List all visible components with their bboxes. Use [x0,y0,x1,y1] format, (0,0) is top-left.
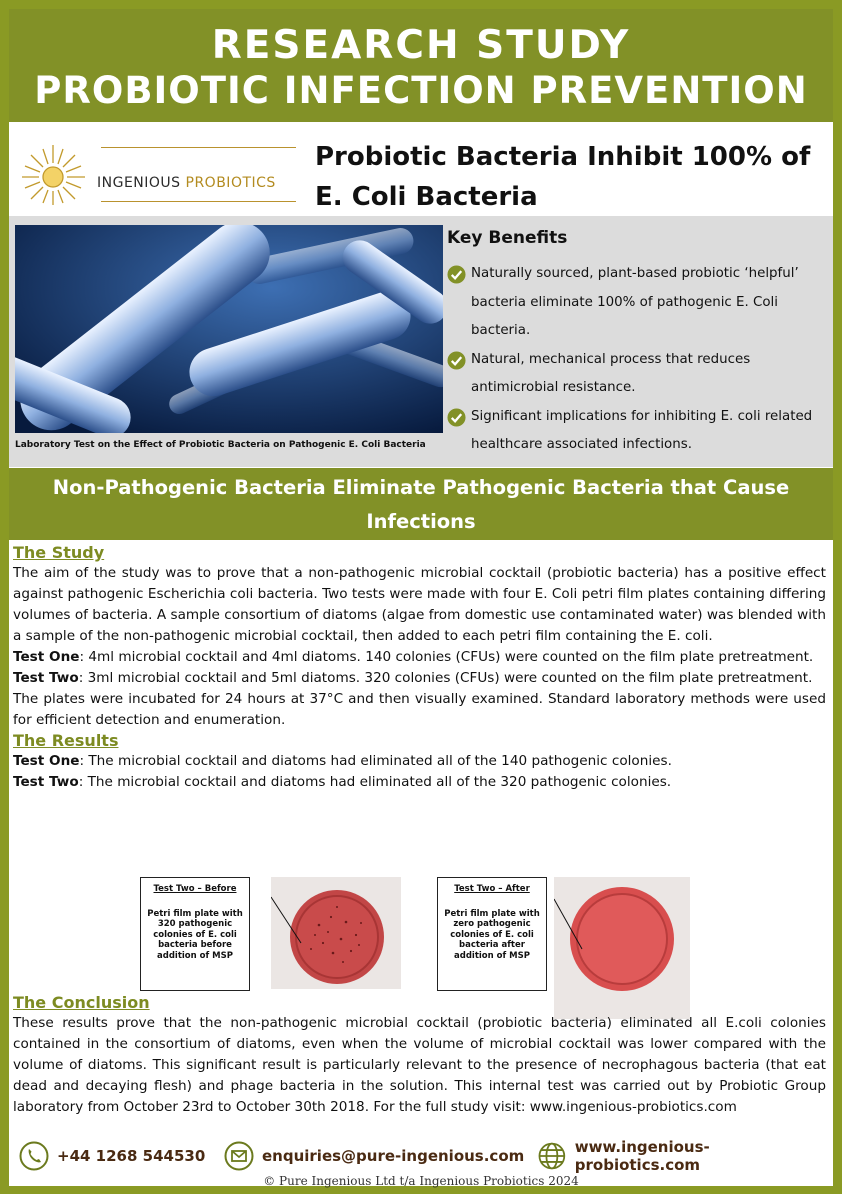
bacteria-photo [15,225,443,433]
footer-email[interactable] [224,1139,524,1173]
key-benefit-item [447,403,827,460]
phone-icon [19,1141,49,1171]
key-benefits-heading: Key Benefits [447,228,568,248]
header-line-1: RESEARCH STUDY [211,23,631,68]
header-banner [9,9,833,122]
key-benefit-item [447,260,827,346]
result-two-label: Test Two [13,774,79,790]
key-benefit-text: Naturally sourced, plant-based probiotic ‘helpful’ bacteria eliminate 100% of pathogenic E. Coli bacteria. [471,266,799,338]
after-text: Petri film plate with zero pathogenic colonies of E. coli bacteria after addition of MSP [444,908,540,961]
check-circle-icon [447,351,466,370]
before-label-box [140,877,250,991]
result-one-label: Test One [13,753,80,769]
check-circle-icon [447,408,466,427]
test-two-label: Test Two [13,670,79,686]
logo-word-2: PROBIOTICS [185,175,276,191]
petri-dish-before-image [271,877,401,989]
key-benefits-band [9,216,833,467]
study-intro: The aim of the study was to prove that a non-pathogenic microbial cocktail (probiotic bacteria) has a positive effect against pathogenic Escherichia coli bacteria. Two tests were made with four E. Coli petri film plates containing differing volumes of bacteria. A sample consortium of diatoms (algae from domestic use contaminated water) was blended with a sample of the non-pathogenic microbial cocktail, then added to each petri film containing the E. coli. [13,565,826,644]
header-line-2: PROBIOTIC INFECTION PREVENTION [34,69,808,112]
before-text: Petri film plate with 320 pathogenic colonies of E. coli bacteria before addition of MSP [147,908,243,961]
photo-caption: Laboratory Test on the Effect of Probiotic Bacteria on Pathogenic E. Coli Bacteria [15,440,426,450]
email-icon [224,1141,254,1171]
sunburst-logo-icon [19,139,91,209]
section-banner: Non-Pathogenic Bacteria Eliminate Pathogenic Bacteria that Cause Infections [9,468,833,540]
footer-phone[interactable] [19,1139,205,1173]
test-two-text: : 3ml microbial cocktail and 5ml diatoms. 320 colonies (CFUs) were counted on the film plate pretreatment. [78,670,813,686]
study-heading: The Study [13,543,105,562]
before-plate-photo [271,877,401,989]
bacteria-illustration [15,225,443,433]
logo-rule-top [101,147,296,148]
conclusion-heading: The Conclusion [13,993,150,1012]
conclusion-section [13,993,826,1118]
globe-icon [537,1141,567,1171]
phone-number: +44 1268 544530 [57,1147,206,1165]
results-heading: The Results [13,731,119,750]
logo-wordmark [97,175,276,191]
email-address: enquiries@pure-ingenious.com [262,1147,525,1165]
result-one-text: : The microbial cocktail and diatoms had eliminated all of the 140 pathogenic colonies. [79,753,672,769]
before-title: Test Two – Before [153,884,237,894]
study-test-two [13,668,826,689]
page-title: Probiotic Bacteria Inhibit 100% of E. Coli Bacteria [315,142,811,212]
key-benefit-text: Significant implications for inhibiting E. coli related healthcare associated infections. [471,408,813,452]
test-one-label: Test One [13,649,80,665]
after-title: Test Two – After [454,884,530,894]
logo-rule-bottom [101,201,296,202]
check-circle-icon [447,265,466,284]
article-body [13,543,826,793]
study-test-one [13,647,826,668]
website-url: www.ingenious-probiotics.com [574,1138,710,1174]
results-test-one [13,751,826,772]
key-benefit-text: Natural, mechanical process that reduces antimicrobial resistance. [471,351,751,395]
after-label-box [437,877,547,991]
key-benefit-item [447,346,827,403]
conclusion-text: These results prove that the non-pathogenic microbial cocktail (probiotic bacteria) eliminated all E.coli colonies contained in the consortium of diatoms, even when the volume of microbial cocktail was lower compared with the volume of diatoms. This significant result is particularly relevant to the presence of necrophagous bacteria (that eat dead and decaying flesh) and phage bacteria in the solution. This internal test was carried out by Probiotic Group laboratory from October 23rd to October 30th 2018. For the full study visit: www.ingenious-probiotics.com [13,1015,826,1115]
footer-website[interactable] [537,1139,833,1173]
logo-word-1: INGENIOUS [97,175,181,191]
company-logo [19,139,299,209]
result-two-text: : The microbial cocktail and diatoms had eliminated all of the 320 pathogenic colonies. [78,774,672,790]
key-benefits-list [447,260,827,460]
test-one-text: : 4ml microbial cocktail and 4ml diatoms. 140 colonies (CFUs) were counted on the film plate pretreatment. [79,649,814,665]
contact-footer [9,1139,833,1175]
copyright-notice: © Pure Ingenious Ltd t/a Ingenious Probiotics 2024 [263,1174,579,1188]
study-method: The plates were incubated for 24 hours at 37°C and then visually examined. Standard laboratory methods were used for efficient detection and enumeration. [13,691,826,728]
results-test-two [13,772,826,793]
